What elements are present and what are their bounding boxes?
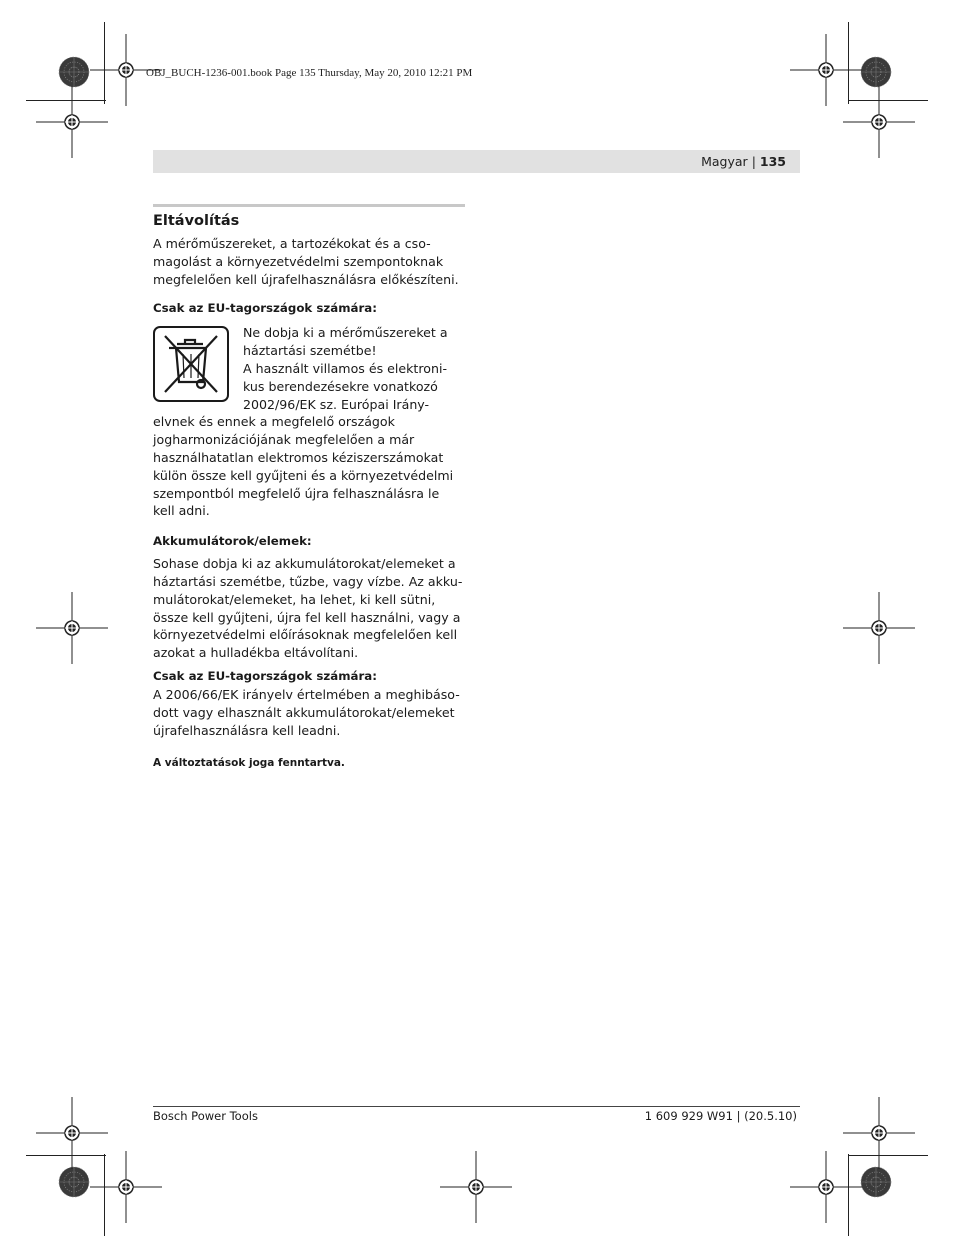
text-line: össze kell gyűjteni, újra fel kell használni, vagy a [153,609,461,625]
registration-mark-icon [440,1151,512,1223]
print-slug: OBJ_BUCH-1236-001.book Page 135 Thursday, May 20, 2010 12:21 PM [146,67,473,79]
eu-notice-block [153,324,465,520]
header-separator: | [751,154,756,169]
batteries-heading: Akkumulátorok/elemek: [153,534,312,549]
eu-heading: Csak az EU-tagországok számára: [153,301,377,316]
registration-mark-icon [843,86,915,158]
text-line: dott vagy elhasznált akkumulátorokat/elemeket [153,704,455,720]
header-text [701,150,800,173]
text-line: A használt villamos és elektroni- [243,360,448,376]
text-line: A mérőműszereket, a tartozékokat és a cso- [153,236,431,251]
eu-notice-continued [153,413,465,520]
registration-mark-icon [36,86,108,158]
text-line: elvnek és ennek a megfelelő országok [153,414,395,430]
text-line: külön össze kell gyűjteni és a környezetvédelmi [153,467,454,483]
text-line: környezetvédelmi előírásoknak megfelelően kell [153,627,458,643]
footer-rule [153,1106,800,1107]
text-line: magolást a környezetvédelmi szempontoknak [153,253,444,269]
footer-doc-number: 1 609 929 W91 | (20.5.10) [644,1109,797,1123]
text-line: Sohase dobja ki az akkumulátorokat/elemeket a [153,556,456,572]
registration-mark-icon [790,34,862,106]
header-language: Magyar [701,154,748,169]
crossed-out-wheelie-bin-icon [153,326,229,402]
registration-mark-icon [36,1097,108,1169]
color-target-icon [861,57,891,87]
color-target-icon [861,1167,891,1197]
registration-mark-icon [90,1151,162,1223]
eu-notice-2-paragraph [153,686,465,739]
text-line: A 2006/66/EK irányelv értelmében a meghibáso- [153,686,460,702]
text-line: 2002/96/EK sz. Európai Irány- [243,396,430,412]
text-line: Ne dobja ki a mérőműszereket a [243,325,448,341]
text-line: háztartási szemétbe! [243,343,377,359]
color-target-icon [59,1167,89,1197]
registration-mark-icon [843,592,915,664]
text-line: háztartási szemétbe, tűzbe, vagy vízbe. Az akku- [153,573,463,589]
text-line: szempontból megfelelő újra felhasználásra le [153,485,440,501]
reservation-note: A változtatások joga fenntartva. [153,757,345,770]
text-line: megfelelően kell újrafelhasználásra előkészíteni. [153,271,459,287]
text-line: jogharmonizációjának megfelelően a már [153,432,415,448]
page-header [153,150,800,173]
text-line: kus berendezésekre vonatkozó [243,378,438,394]
text-line: kell adni. [153,503,210,519]
text-line: újrafelhasználásra kell leadni. [153,722,341,738]
text-line: azokat a hulladékba eltávolítani. [153,645,359,661]
registration-mark-icon [843,1097,915,1169]
batteries-paragraph [153,555,465,662]
page-number: 135 [759,154,786,169]
text-line: használhatatlan elektromos kéziszerszámokat [153,449,444,465]
color-target-icon [59,57,89,87]
registration-mark-icon [36,592,108,664]
text-line: mulátorokat/elemeket, ha lehet, ki kell sütni, [153,591,436,607]
content-column [153,204,465,769]
section-title: Eltávolítás [153,213,240,229]
eu-heading-2: Csak az EU-tagországok számára: [153,668,377,683]
registration-mark-icon [790,1151,862,1223]
intro-paragraph [153,235,465,288]
footer-brand: Bosch Power Tools [153,1109,258,1123]
section-rule [153,204,465,207]
